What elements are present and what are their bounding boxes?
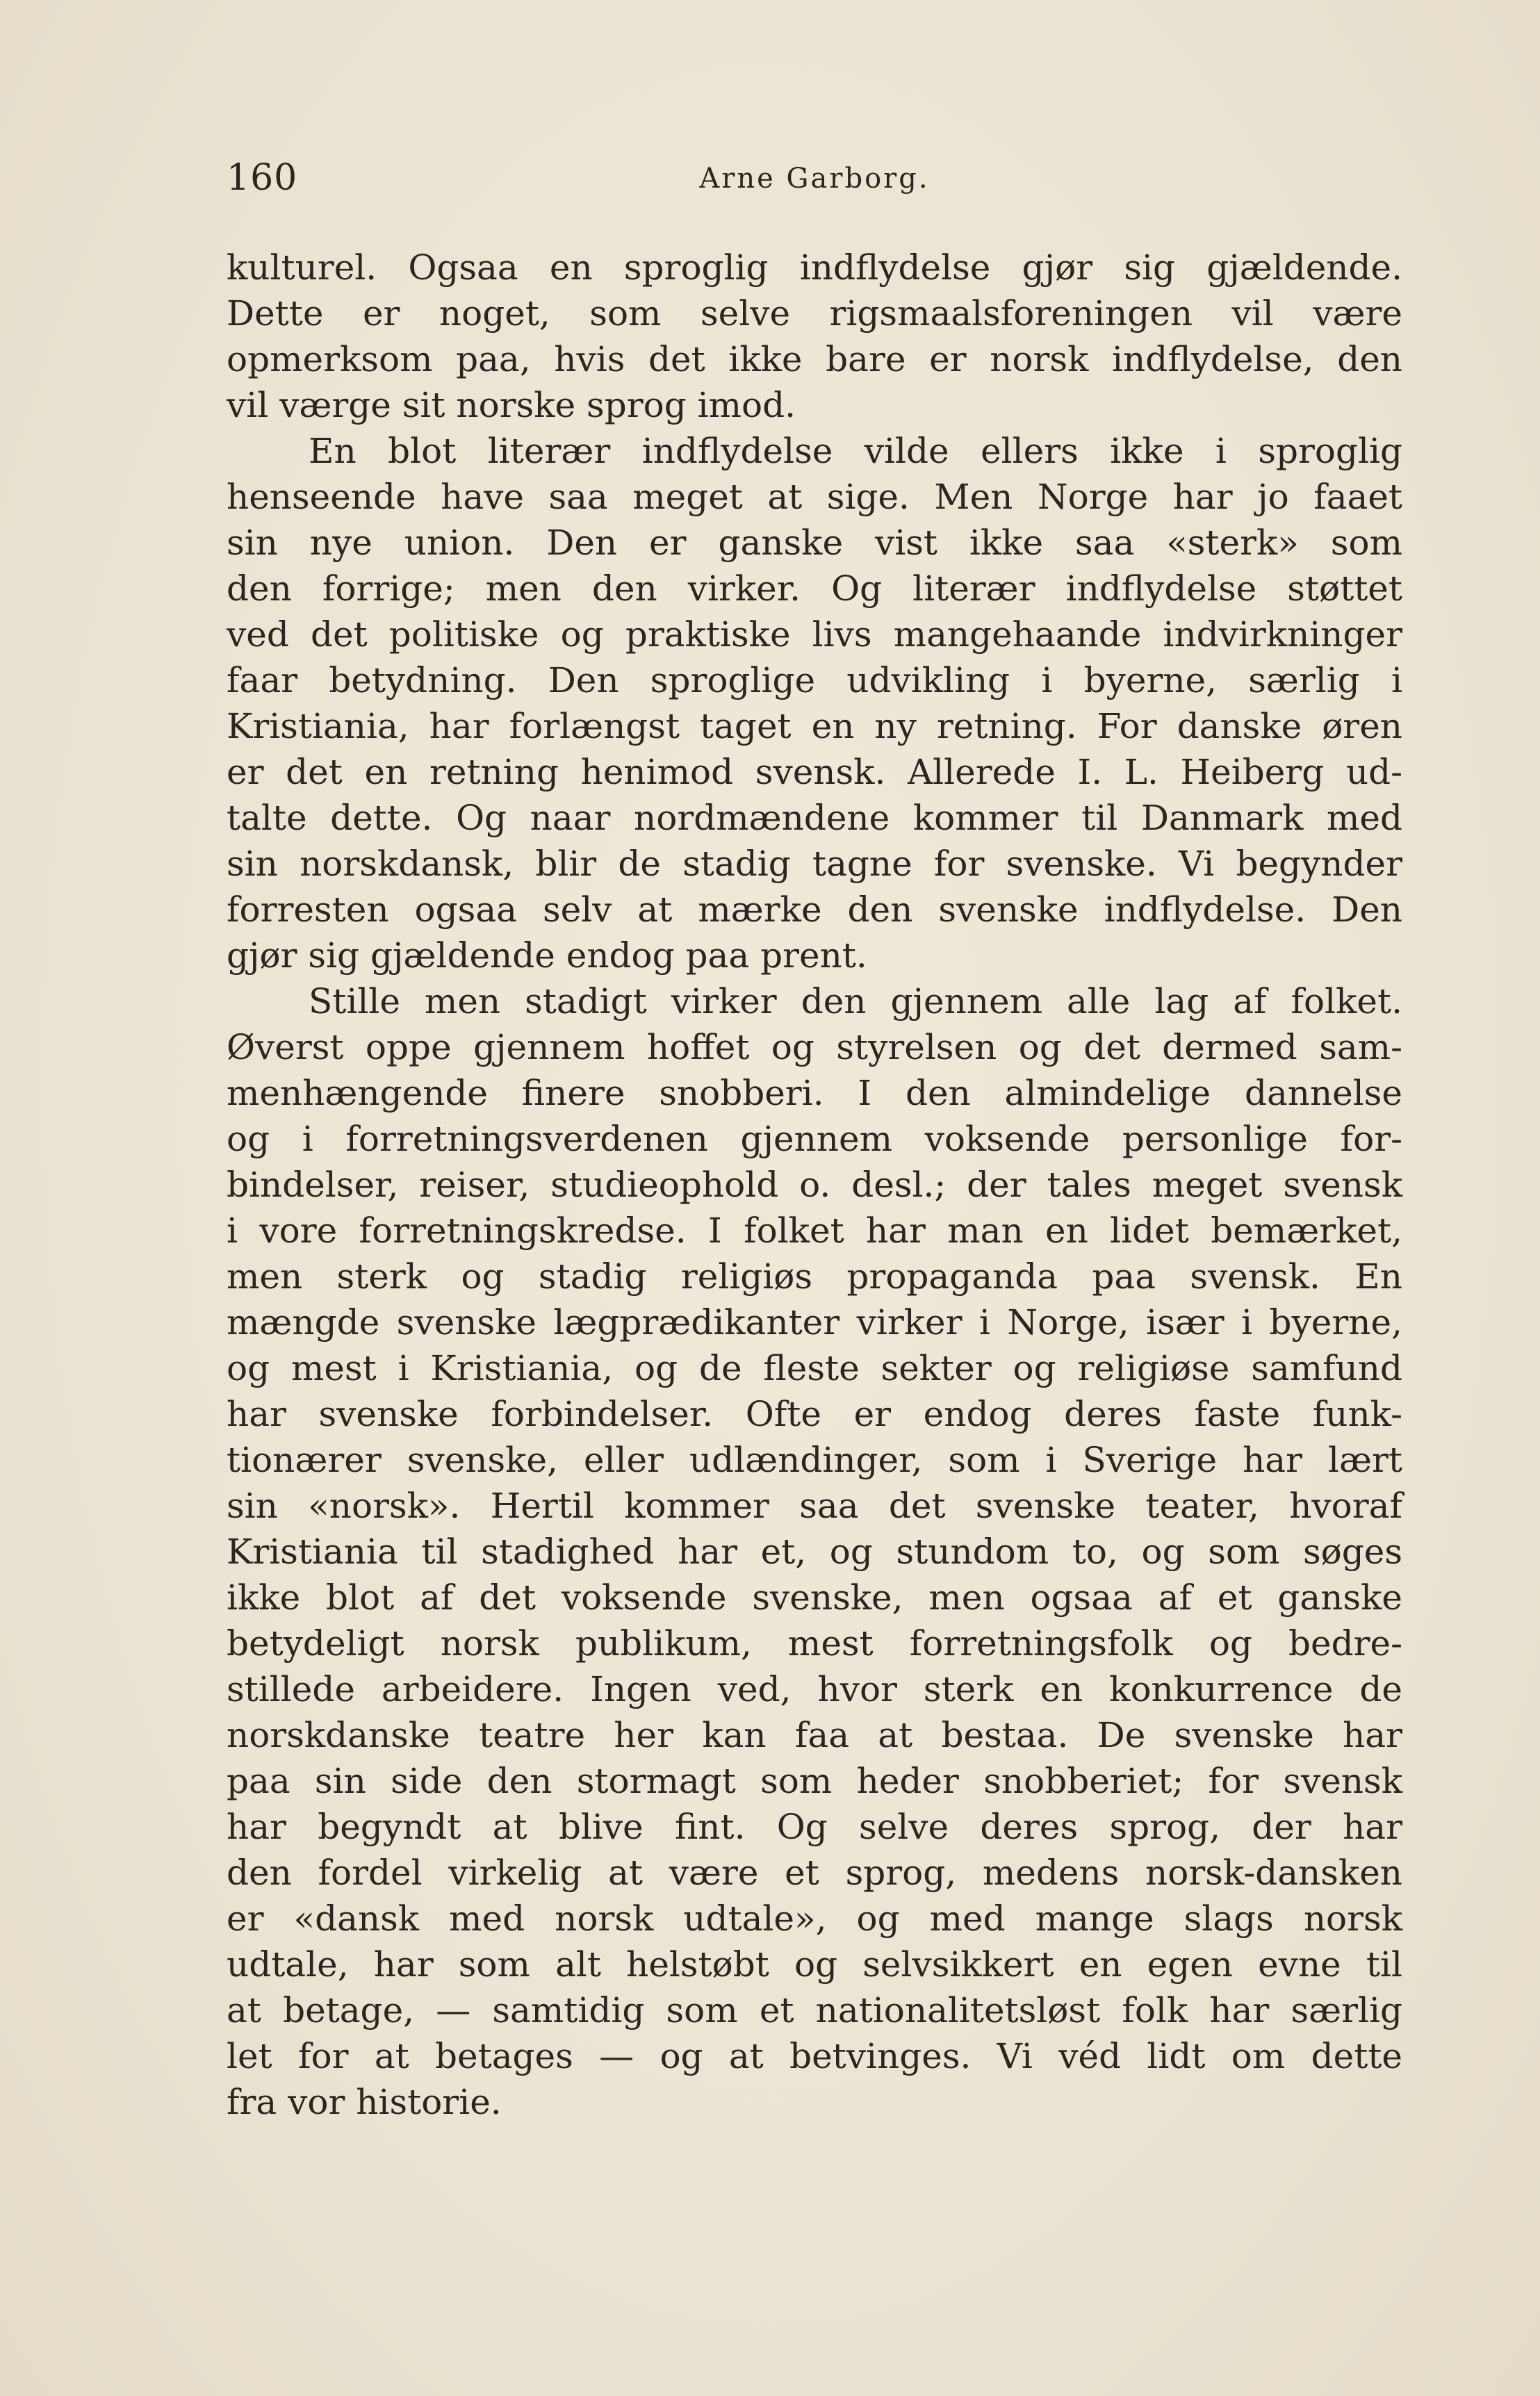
running-head: Arne Garborg. [699,163,930,195]
text-line: sin «norsk». Hertil kommer saa det svenske teater, hvoraf [227,1486,1402,1526]
page-number: 160 [227,157,298,199]
text-line: vil værge sit norske sprog imod. [227,385,796,425]
text-line: let for at betages — og at betvinges. Vi véd lidt om dette [227,2036,1402,2076]
text-line: forresten ogsaa selv at mærke den svenske indflydelse. Den [227,889,1402,930]
text-line: den forrige; men den virker. Og literær indflydelse støttet [227,568,1402,609]
text-line: Dette er noget, som selve rigsmaalsforeningen vil være [227,293,1402,334]
text-line: kulturel. Ogsaa en sproglig indflydelse gjør sig gjældende. [227,247,1402,288]
text-line: Kristiania, har forlængst taget en ny retning. For danske øren [227,706,1402,746]
text-line: mængde svenske lægprædikanter virker i Norge, især i byerne, [227,1302,1402,1343]
text-line: bindelser, reiser, studieophold o. desl.; der tales meget svensk [227,1165,1402,1205]
text-line: gjør sig gjældende endog paa prent. [227,935,867,976]
text-line: menhængende finere snobberi. I den almindelige dannelse [227,1073,1402,1113]
text-line: ikke blot af det voksende svenske, men ogsaa af et ganske [227,1577,1402,1618]
body-text [227,245,1402,2125]
text-line: opmerksom paa, hvis det ikke bare er norsk indflydelse, den [227,339,1402,379]
text-line: har begyndt at blive fint. Og selve deres sprog, der har [227,1807,1402,1847]
text-line: faar betydning. Den sproglige udvikling i byerne, særlig i [227,660,1402,700]
text-line: talte dette. Og naar nordmændene kommer til Danmark med [227,798,1402,838]
text-line: den fordel virkelig at være et sprog, medens norsk-dansken [227,1853,1402,1893]
text-line: udtale, har som alt helstøbt og selvsikkert en egen evne til [227,1944,1402,1985]
paragraph-start-line: Stille men stadigt virker den gjennem alle lag af folket. [309,981,1402,1021]
text-line: Kristiania til stadighed har et, og stundom to, og som søges [227,1532,1402,1572]
text-line: sin nye union. Den er ganske vist ikke saa «sterk» som [227,523,1402,563]
text-line: norskdanske teatre her kan faa at bestaa. De svenske har [227,1715,1402,1755]
text-line: Øverst oppe gjennem hoffet og styrelsen og det dermed sam- [227,1027,1402,1067]
text-line: i vore forretningskredse. I folket har man en lidet bemærket, [227,1211,1402,1251]
text-line: ved det politiske og praktiske livs mangehaande indvirkninger [227,614,1402,655]
text-line: stillede arbeidere. Ingen ved, hvor sterk en konkurrence de [227,1669,1402,1709]
paragraph-start-line: En blot literær indflydelse vilde ellers ikke i sproglig [309,431,1402,471]
text-line: tionærer svenske, eller udlændinger, som i Sverige har lært [227,1440,1402,1480]
page-header [227,157,1402,206]
text-line: sin norskdansk, blir de stadig tagne for svenske. Vi begynder [227,844,1402,884]
text-line: henseende have saa meget at sige. Men Norge har jo faaet [227,477,1402,517]
text-line: har svenske forbindelser. Ofte er endog deres faste funk- [227,1394,1402,1434]
text-line: at betage, — samtidig som et nationalitetsløst folk har særlig [227,1990,1402,2030]
text-line: og mest i Kristiania, og de fleste sekter og religiøse samfund [227,1348,1402,1388]
text-line: paa sin side den stormagt som heder snobberiet; for svensk [227,1761,1402,1801]
text-line: betydeligt norsk publikum, mest forretningsfolk og bedre- [227,1623,1402,1664]
text-line: og i forretningsverdenen gjennem voksende personlige for- [227,1119,1402,1159]
text-line: men sterk og stadig religiøs propaganda paa svensk. En [227,1256,1402,1297]
text-line: er det en retning henimod svensk. Allerede I. L. Heiberg ud- [227,752,1402,792]
text-line: er «dansk med norsk udtale», og med mange slags norsk [227,1898,1402,1939]
text-line: fra vor historie. [227,2082,502,2122]
